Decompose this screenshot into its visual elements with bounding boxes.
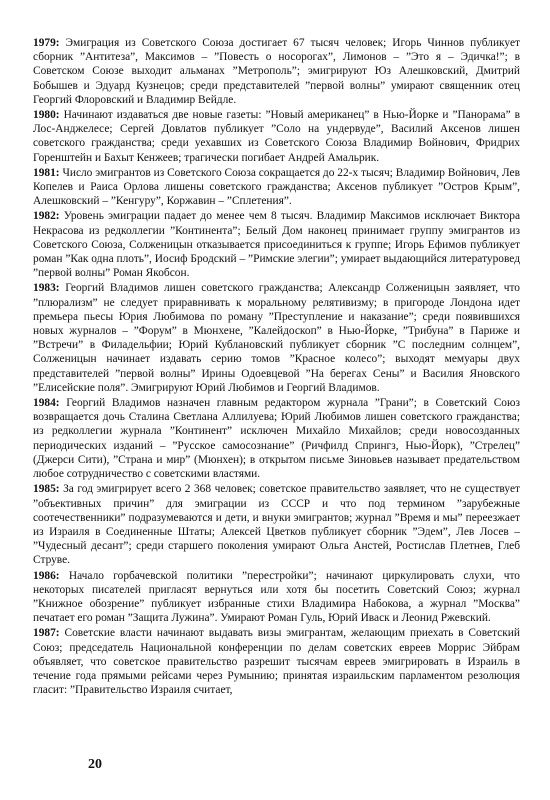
entry-1983 xyxy=(33,281,520,395)
entry-1986 xyxy=(33,569,520,626)
entry-1979 xyxy=(33,36,520,107)
entry-year: 1981: xyxy=(33,166,60,179)
entry-1985 xyxy=(33,482,520,567)
entry-text: Начало горбачевской политики ”перестройки”; начинают циркулировать слухи, что некоторых писателей пригласят вернуться или хотя бы посетить Советский Союз; журнал ”Книжное обозрение” публикует избранные стихи Владимира Набокова, а журнал ”Москва” печатает его роман ”Защита Лужина”. Умирают Роман Гуль, Юрий Иваск и Леонид Ржевский. xyxy=(33,569,520,625)
entry-1984 xyxy=(33,396,520,481)
entry-text: Начинают издаваться две новые газеты: ”Новый американец” в Нью-Йорке и ”Панорама” в Лос-Анджелесе; Сергей Довлатов публикует ”Соло на ундервуде”, Василий Аксенов лишен советского гражданства; среди уехавших из Советского Союза Владимир Войнович, Фридрих Горенштейн и Бахыт Кенжеев; трагически погибает Андрей Амальрик. xyxy=(33,109,520,164)
entry-year: 1982: xyxy=(33,210,60,223)
entry-year: 1986: xyxy=(33,569,60,582)
entry-year: 1983: xyxy=(33,282,60,295)
entry-text: Георгий Владимов назначен главным редактором журнала ”Грани”; в Советский Союз возвращается дочь Сталина Светлана Аллилуева; Юрий Любимов лишен советского гражданства; из редколлегии журнала ”Континент” исключен Михайло Михайлов; среди новосозданных периодических изданий – ”Русское самосознание” (Ричфилд Спрингз, Нью-Йорк), ”Стрелец” (Джерси Сити), ”Страна и мир” (Мюнхен); в открытом письме Зиновьев называет предательством любое сотрудничество с советскими властями. xyxy=(33,397,520,481)
entry-1980 xyxy=(33,108,520,165)
entry-text: Уровень эмиграции падает до менее чем 8 тысяч. Владимир Максимов исключает Виктора Некрасова из редколлегии ”Континента”; Белый Дом наконец принимает группу эмигрантов из Советского Союза, Солженицын отказывается присоединиться к группе; Игорь Ефимов публикует роман ”Как одна плоть”, Иосиф Бродский – ”Римские элегии”; умирает выдающийся литературовед ”первой волны” Роман Якобсон. xyxy=(33,210,520,280)
entry-text: Эмиграция из Советского Союза достигает 67 тысяч человек; Игорь Чиннов публикует сборник ”Антитеза”, Максимов – ”Повесть о носорогах”, Лимонов – ”Это я – Эдичка!”; в Советском Союзе выходит альманах ”Метрополь”; эмигрируют Юз Алешковский, Дмитрий Бобышев и Эдуард Кузнецов; среди представителей ”первой волны” умирают священник отец Георгий Флоровский и Владимир Вейдле. xyxy=(33,37,520,106)
entry-year: 1980: xyxy=(33,109,60,122)
entry-text: Георгий Владимов лишен советского гражданства; Александр Солженицын заявляет, что ”плюрализм” не следует приравнивать к моральному релятивизму; в пригороде Лондона идет премьера пьесы Юрия Любимова по роману ”Преступление и наказание”; среди появившихся новых журналов – ”Форум” в Мюнхене, ”Калейдоскоп” в Нью-Йорке, ”Трибуна” в Париже и ”Встречи” в Филадельфии; Юрий Кублановский публикует сборник ”С последним солнцем”, Солженицын начинает издавать серию томов ”Красное колесо”; выходят мемуары двух представителей ”первой волны” Ирины Одоевцевой ”На берегах Сены” и Василия Яновского ”Елисейские поля”. Эмигрируют Юрий Любимов и Георгий Владимов. xyxy=(33,282,520,394)
document-body xyxy=(33,36,520,698)
entry-year: 1987: xyxy=(33,627,60,640)
entry-1987 xyxy=(33,626,520,697)
page-number: 20 xyxy=(88,757,102,772)
entry-text: Число эмигрантов из Советского Союза сокращается до 22-х тысяч; Владимир Войнович, Лев Копелев и Раиса Орлова лишены советского гражданства; Аксенов публикует ”Остров Крым”, Алешковский – ”Кенгуру”, Коржавин – ”Сплетения”. xyxy=(33,166,520,208)
entry-year: 1984: xyxy=(33,397,60,410)
entry-text: Советские власти начинают выдавать визы эмигрантам, желающим приехать в Советский Союз; председатель Национальной конференции по делам советских евреев Моррис Эйбрам объявляет, что советское правительство разрешит тысячам евреев эмигрировать в Израиль в течение года прямыми рейсами через Румынию; принятая израильским парламентом резолюция гласит: ”Правительство Израиля считает, xyxy=(33,627,520,697)
entry-year: 1985: xyxy=(33,483,60,496)
entry-1982 xyxy=(33,209,520,280)
entry-1981 xyxy=(33,166,520,209)
entry-year: 1979: xyxy=(33,37,60,49)
entry-text: За год эмигрирует всего 2 368 человек; советское правительство заявляет, что не существует ”объективных причин” для эмиграции из СССР и что под термином ”зарубежные соотечественники” подразумеваются и дети, и внуки эмигрантов; журнал ”Время и мы” переезжает из Израиля в Соединенные Штаты; Алексей Цветков публикует сборник ”Эдем”, Лев Лосев – ”Чудесный десант”; среди старшего поколения умирают Ольга Анстей, Ростислав Плетнев, Глеб Струве. xyxy=(33,483,520,567)
